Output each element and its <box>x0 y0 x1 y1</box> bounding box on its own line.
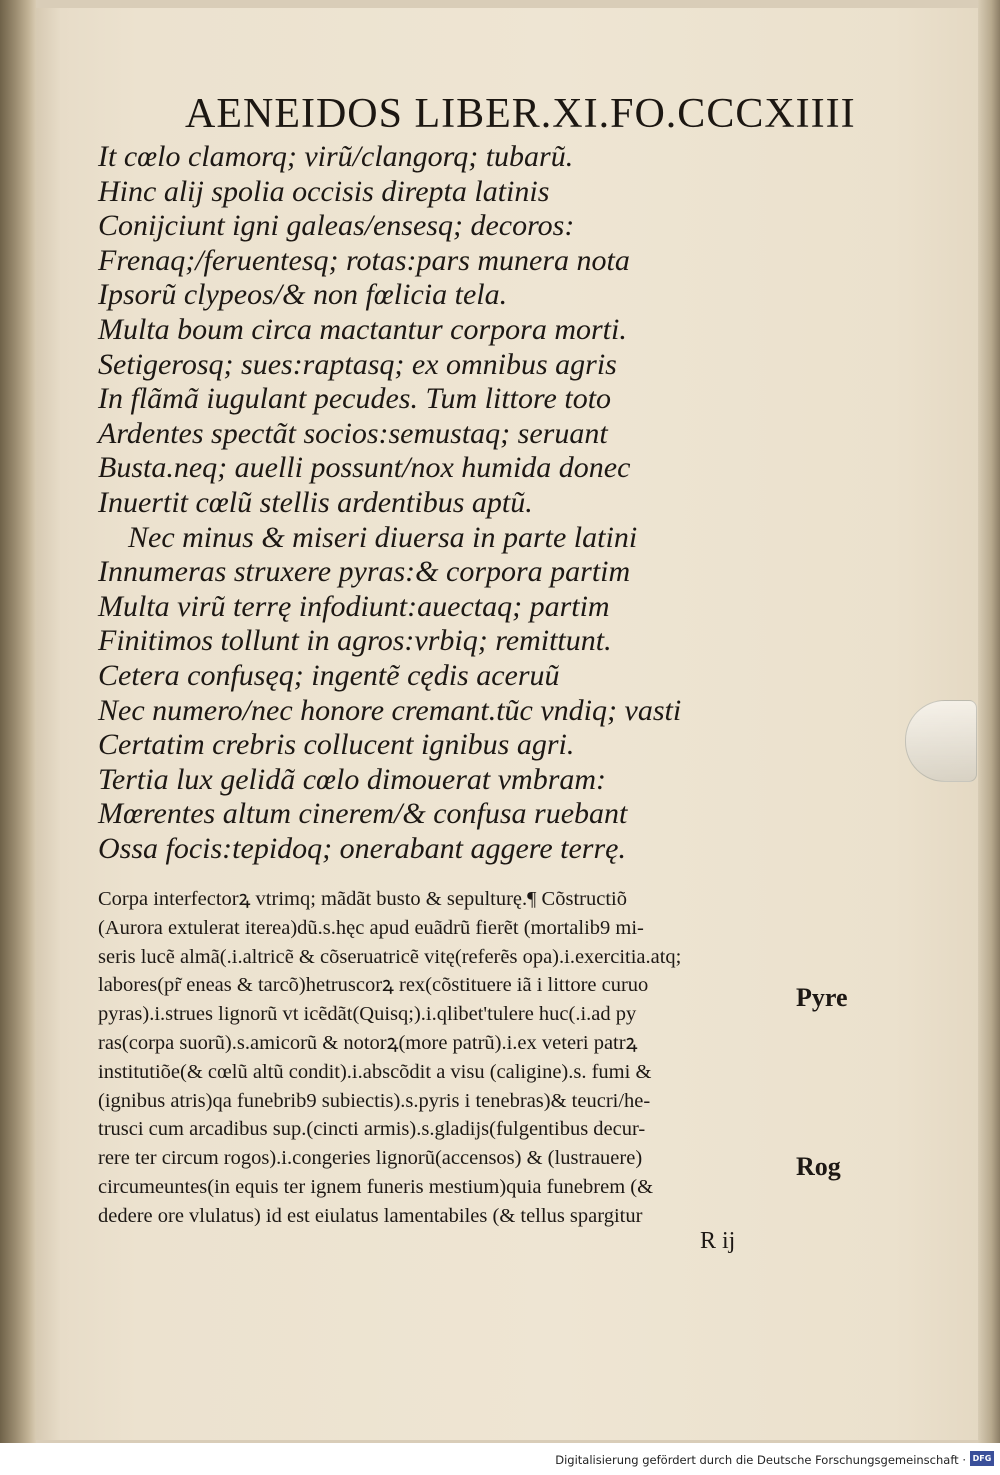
commentary-line: circumeuntes(in equis ter ignem funeris mestium)quia funebrem (& <box>98 1175 654 1198</box>
running-head: AENEIDOS LIBER.XI.FO.CCCXIIII <box>185 91 856 137</box>
commentary-line: Corpa interfectorꝝ vtrimq; mãdãt busto & sepulturę.¶ Cõstructiõ <box>98 888 627 910</box>
verse-line: Ipsorũ clypeos/& non fœlicia tela. <box>98 278 508 312</box>
marginal-note-pyre: Pyre <box>796 983 848 1012</box>
footer-bar <box>0 1443 1000 1475</box>
book-fore-edge <box>978 0 1000 1443</box>
signature-mark: R ij <box>700 1228 736 1254</box>
commentary-line: (Aurora extulerat iterea)dũ.s.hęc apud euãdrũ fierẽt (mortalib9 mi- <box>98 916 644 939</box>
commentary-line: rere ter circum rogos).i.congeries lignorũ(accensos) & (lustrauere) <box>98 1147 643 1170</box>
verse-line: Nec minus & miseri diuersa in parte latini <box>128 520 638 554</box>
verse-line: Multa virũ terrę infodiunt:auectaq; partim <box>98 589 610 623</box>
verse-line: Ardentes spectãt socios:semustaq; seruant <box>98 416 608 450</box>
commentary-line: labores(pr̃ eneas & tarcõ)hetruscorꝝ rex(cõstituere iã i littore curuo <box>98 974 649 997</box>
verse-line: Innumeras struxere pyras:& corpora partim <box>98 555 631 589</box>
verse-line: Nec numero/nec honore cremant.tũc vndiq; vasti <box>98 693 682 727</box>
verse-line: Conijciunt igni galeas/ensesq; decoros: <box>98 209 575 243</box>
dfg-logo-icon: DFG <box>970 1451 994 1466</box>
verse-line: Cetera confusęq; ingentẽ cędis aceruũ <box>98 658 560 692</box>
commentary-line: seris lucẽ almã(.i.altricẽ & cõseruatricẽ vitę(referẽs opa).i.exercitia.atq; <box>98 945 682 968</box>
verse-line: Hinc alij spolia occisis direpta latinis <box>98 174 550 208</box>
verse-block <box>98 140 718 866</box>
commentary-line: trusci cum arcadibus sup.(cincti armis).s.gladijs(fulgentibus decur- <box>98 1118 646 1141</box>
page-clip <box>905 700 977 782</box>
verse-line: Tertia lux gelidã cœlo dimouerat vmbram: <box>98 762 607 796</box>
commentary-line: pyras).i.strues lignorũ vt icẽdãt(Quisq;).i.qlibet'tulere huc(.i.ad py <box>98 1003 637 1026</box>
commentary-line: ras(corpa suorũ).s.amicorũ & notorꝝ(more patrũ).i.ex veteri patrꝝ <box>98 1031 638 1054</box>
verse-line: Mœrentes altum cinerem/& confusa ruebant <box>98 797 628 831</box>
verse-line: Certatim crebris collucent ignibus agri. <box>98 728 575 762</box>
marginal-note-rog: Rog <box>796 1152 841 1181</box>
verse-line: Inuertit cœlũ stellis ardentibus aptũ. <box>98 485 533 519</box>
verse-line: Ossa focis:tepidoq; onerabant aggere terrę. <box>98 831 626 865</box>
verse-line: It cœlo clamorq; virũ/clangorq; tubarũ. <box>98 140 574 173</box>
commentary-line: (ignibus atris)qa funebrib9 subiectis).s.pyris i tenebras)& teucri/he- <box>98 1089 651 1112</box>
commentary-line: dedere ore vlulatus) id est eiulatus lamentabiles (& tellus spargitur <box>98 1204 643 1227</box>
verse-line: Frenaq;/feruentesq; rotas:pars munera nota <box>98 243 630 277</box>
verse-line: Finitimos tollunt in agros:vrbiq; remittunt. <box>98 624 612 658</box>
facing-page-fragments <box>2 300 28 1300</box>
verse-line: Multa boum circa mactantur corpora morti. <box>98 312 627 346</box>
verse-line: In flãmã iugulant pecudes. Tum littore toto <box>98 382 612 416</box>
verse-line: Setigerosq; sues:raptasq; ex omnibus agris <box>98 347 617 381</box>
verse-line: Busta.neq; auelli possunt/nox humida donec <box>98 451 631 485</box>
commentary-block <box>98 885 798 1231</box>
funding-notice: Digitalisierung gefördert durch die Deutsche Forschungsgemeinschaft · <box>555 1453 966 1467</box>
commentary-line: institutiõe(& cœlũ altũ condit).i.abscõdit a visu (caligine).s. fumi & <box>98 1060 652 1083</box>
